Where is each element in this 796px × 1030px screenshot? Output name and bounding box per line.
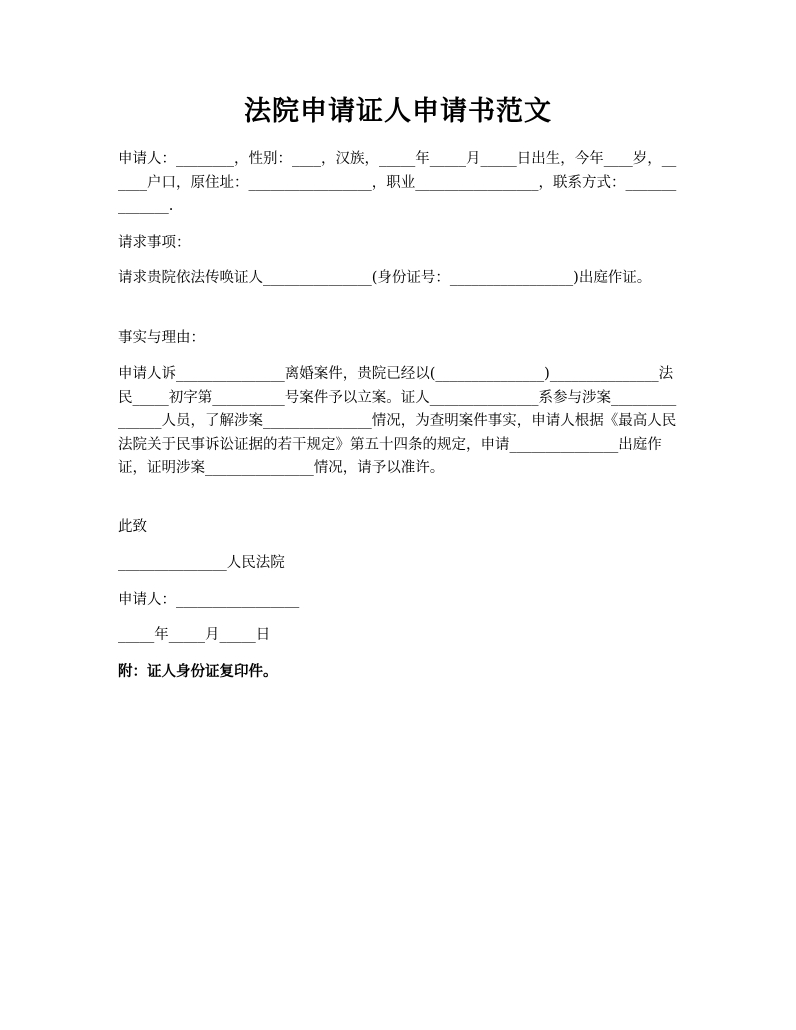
facts-heading: 事实与理由：	[118, 330, 205, 346]
applicant-info-paragraph: 申请人：________，性别：____，汉族，_____年_____月_____日出生，今年____岁，______户口，原住址：_________________，职业_________________，联系方式：______________.	[118, 151, 677, 214]
date-line: _____年_____月_____日	[118, 627, 271, 643]
regards-line: 此致	[118, 519, 147, 535]
attachment-note: 附：证人身份证复印件。	[118, 663, 278, 680]
document-title: 法院申请证人申请书范文	[244, 96, 552, 127]
request-heading: 请求事项：	[118, 235, 191, 251]
signer-line: 申请人：_________________	[118, 592, 300, 608]
court-line: _______________人民法院	[118, 555, 285, 571]
facts-body-paragraph: 申请人诉_______________离婚案件，贵院已经以(_______________)_______________法民_____初字第__________号案件予以立案。证人_______________系参与涉案_______________人员，了解涉案_______________情况，为查明案件事实，申请人根据《最高人民法院关于民事诉讼证据的若干规定》第五十四条的规定，申请_______________出庭作证，证明涉案_______________情况，请予以准许。	[118, 366, 677, 476]
request-body-paragraph: 请求贵院依法传唤证人_______________(身份证号：_________________)出庭作证。	[118, 270, 652, 286]
